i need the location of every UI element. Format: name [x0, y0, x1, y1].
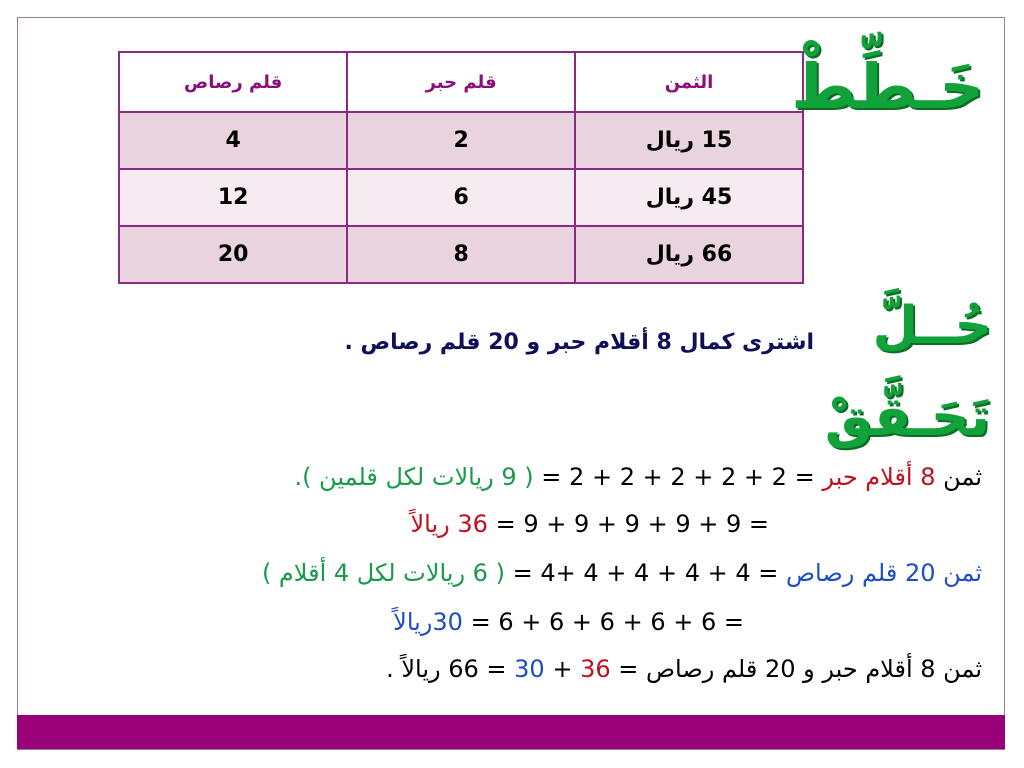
verify-line-pen-price: [294, 463, 982, 491]
text-segment: ثمن: [943, 463, 982, 491]
table-cell: 15 ريال: [575, 112, 803, 169]
pencil-total-value: 30: [514, 655, 545, 683]
verify-line-pen-total: [410, 510, 769, 538]
currency-label: ريالاً: [393, 608, 433, 636]
verify-line-grand-total: [386, 655, 982, 683]
pencil-label: قلم رصاص: [786, 559, 898, 587]
pencil-total-value: 30: [432, 608, 463, 636]
pen-label: أقلام حبر: [822, 463, 913, 491]
sum-expression: = 6 + 6 + 6 + 6 + 6 =: [470, 608, 744, 636]
table-cell: 2: [347, 112, 575, 169]
table-cell: 4: [119, 112, 347, 169]
price-table: [118, 51, 804, 284]
pencil-count: 20: [904, 559, 936, 587]
table-row: [119, 169, 803, 226]
bottom-accent-bar: [17, 715, 1005, 749]
table-row: [119, 112, 803, 169]
table-cell: 20: [119, 226, 347, 283]
column-header-price: الثمن: [575, 52, 803, 112]
table-cell: 66 ريال: [575, 226, 803, 283]
column-header-pen: قلم حبر: [347, 52, 575, 112]
verify-line-pencil-total: [393, 608, 744, 636]
table-cell: 8: [347, 226, 575, 283]
total-label: ثمن 8 أقلام حبر و 20 قلم رصاص =: [618, 655, 982, 683]
table-row: [119, 226, 803, 283]
pen-total-value: 36: [457, 510, 488, 538]
verify-line-pencil-price: [262, 559, 982, 587]
plus-sign: +: [552, 655, 573, 683]
table-cell: 45 ريال: [575, 169, 803, 226]
verify-heading: تَحَـقَّقْ: [824, 385, 990, 448]
column-header-pencil: قلم رصاص: [119, 52, 347, 112]
grand-total: = 66 ريالاً .: [386, 655, 507, 683]
problem-statement: اشترى كمال 8 أقلام حبر و 20 قلم رصاص .: [344, 330, 814, 355]
rate-note: ( 9 ريالات لكل قلمين ).: [294, 463, 534, 491]
solve-heading: حُــلَّ: [872, 296, 992, 356]
sum-expression: = 4 + 4 + 4 + 4 +4 =: [512, 559, 779, 587]
sum-expression: = 2 + 2 + 2 + 2 + 2 =: [541, 463, 815, 491]
sum-expression: = 9 + 9 + 9 + 9 + 9 =: [495, 510, 769, 538]
pen-total-value: 36: [580, 655, 611, 683]
table-cell: 6: [347, 169, 575, 226]
table-header-row: [119, 52, 803, 112]
text-segment: ثمن: [943, 559, 982, 587]
currency-label: ريالاً: [410, 510, 450, 538]
rate-note: ( 6 ريالات لكل 4 أقلام ): [261, 559, 505, 587]
table-cell: 12: [119, 169, 347, 226]
pen-count: 8: [920, 463, 936, 491]
plan-heading: خَـطِّطْ: [791, 50, 984, 123]
